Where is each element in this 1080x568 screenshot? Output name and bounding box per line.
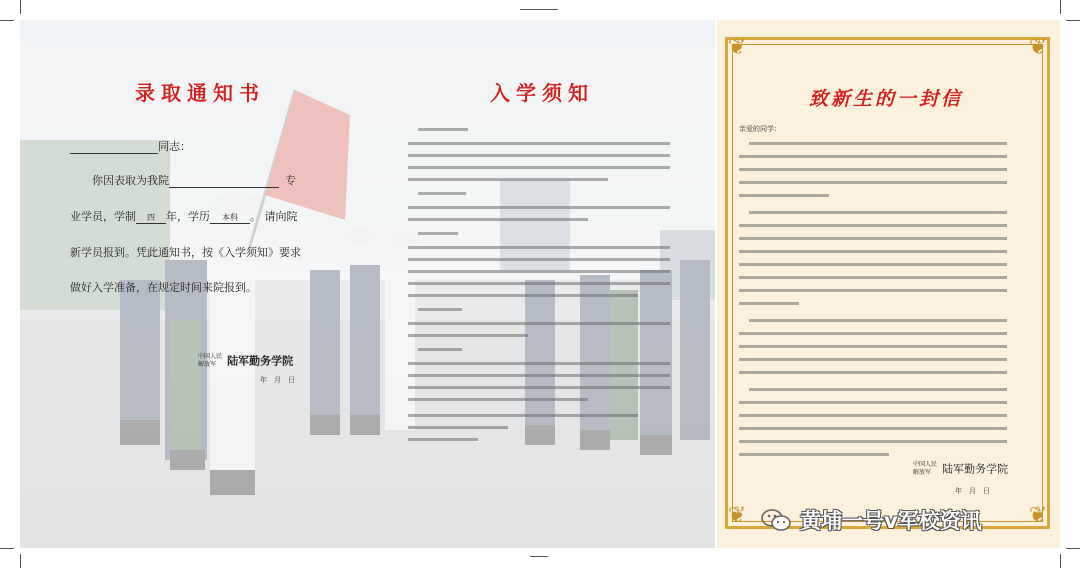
salutation-suffix: 同志： [158, 140, 191, 153]
photo-panel [20, 20, 715, 548]
ornament-icon: ❦ [727, 35, 747, 60]
crop-mark [530, 556, 548, 557]
watermark-text: 黄埔一号v军校资讯 [800, 509, 982, 533]
crop-mark [1066, 20, 1080, 21]
body-line-2-b: 年，学历 [166, 210, 210, 223]
crop-mark [0, 20, 14, 21]
duration-blank [136, 212, 166, 224]
watermark [760, 504, 982, 536]
body-line-3: 新学员报到。凭此通知书，按《入学须知》要求 [70, 246, 301, 259]
body-line-2-a: 业学员，学制 [70, 210, 136, 223]
crop-mark [1066, 548, 1080, 549]
wechat-icon [760, 504, 792, 536]
body-line-1 [92, 172, 296, 188]
crop-mark [1060, 0, 1061, 14]
crop-mark [1060, 554, 1061, 568]
sign-small-1: 中国人民 [198, 352, 223, 360]
degree-blank [210, 212, 250, 224]
letter-date: 年 月 日 [955, 487, 990, 495]
crop-mark [20, 554, 21, 568]
letter-panel [717, 20, 1060, 548]
major-blank [169, 187, 279, 188]
admission-date: 年 月 日 [260, 376, 295, 384]
gold-frame-inner [732, 44, 1043, 522]
letter-signature [913, 458, 1008, 477]
guidelines-title: 入学须知 [490, 81, 594, 105]
letter-sign-small-2: 解放军 [913, 468, 932, 476]
body-line-4: 做好入学准备，在规定时间来院报到。 [70, 281, 257, 294]
admission-signature [198, 350, 293, 369]
letter-greeting: 亲爱的同学： [739, 125, 781, 133]
ornament-icon: ❦ [1028, 503, 1048, 528]
salutation-line [70, 138, 191, 154]
crop-mark [520, 9, 558, 10]
body-line-1-suffix: 专 [285, 174, 296, 187]
crop-mark [20, 0, 21, 14]
sign-small-2: 解放军 [198, 360, 217, 368]
name-blank [70, 153, 158, 154]
letter-sign-name: 陆军勤务学院 [942, 462, 1009, 476]
body-line-1-prefix: 你因表取为我院 [92, 174, 169, 187]
body-line-2 [70, 208, 298, 224]
degree-value: 本科 [222, 213, 238, 222]
letter-title: 致新生的一封信 [809, 88, 964, 110]
body-line-2-c: 。 请向院 [250, 210, 298, 223]
sign-name: 陆军勤务学院 [227, 354, 294, 368]
ornament-icon: ❦ [727, 503, 747, 528]
duration-value: 四 [147, 213, 155, 222]
ornament-icon: ❦ [1028, 35, 1048, 60]
letter-sign-small-1: 中国人民 [913, 460, 938, 468]
admission-title: 录取通知书 [135, 81, 265, 105]
crop-mark [0, 548, 14, 549]
